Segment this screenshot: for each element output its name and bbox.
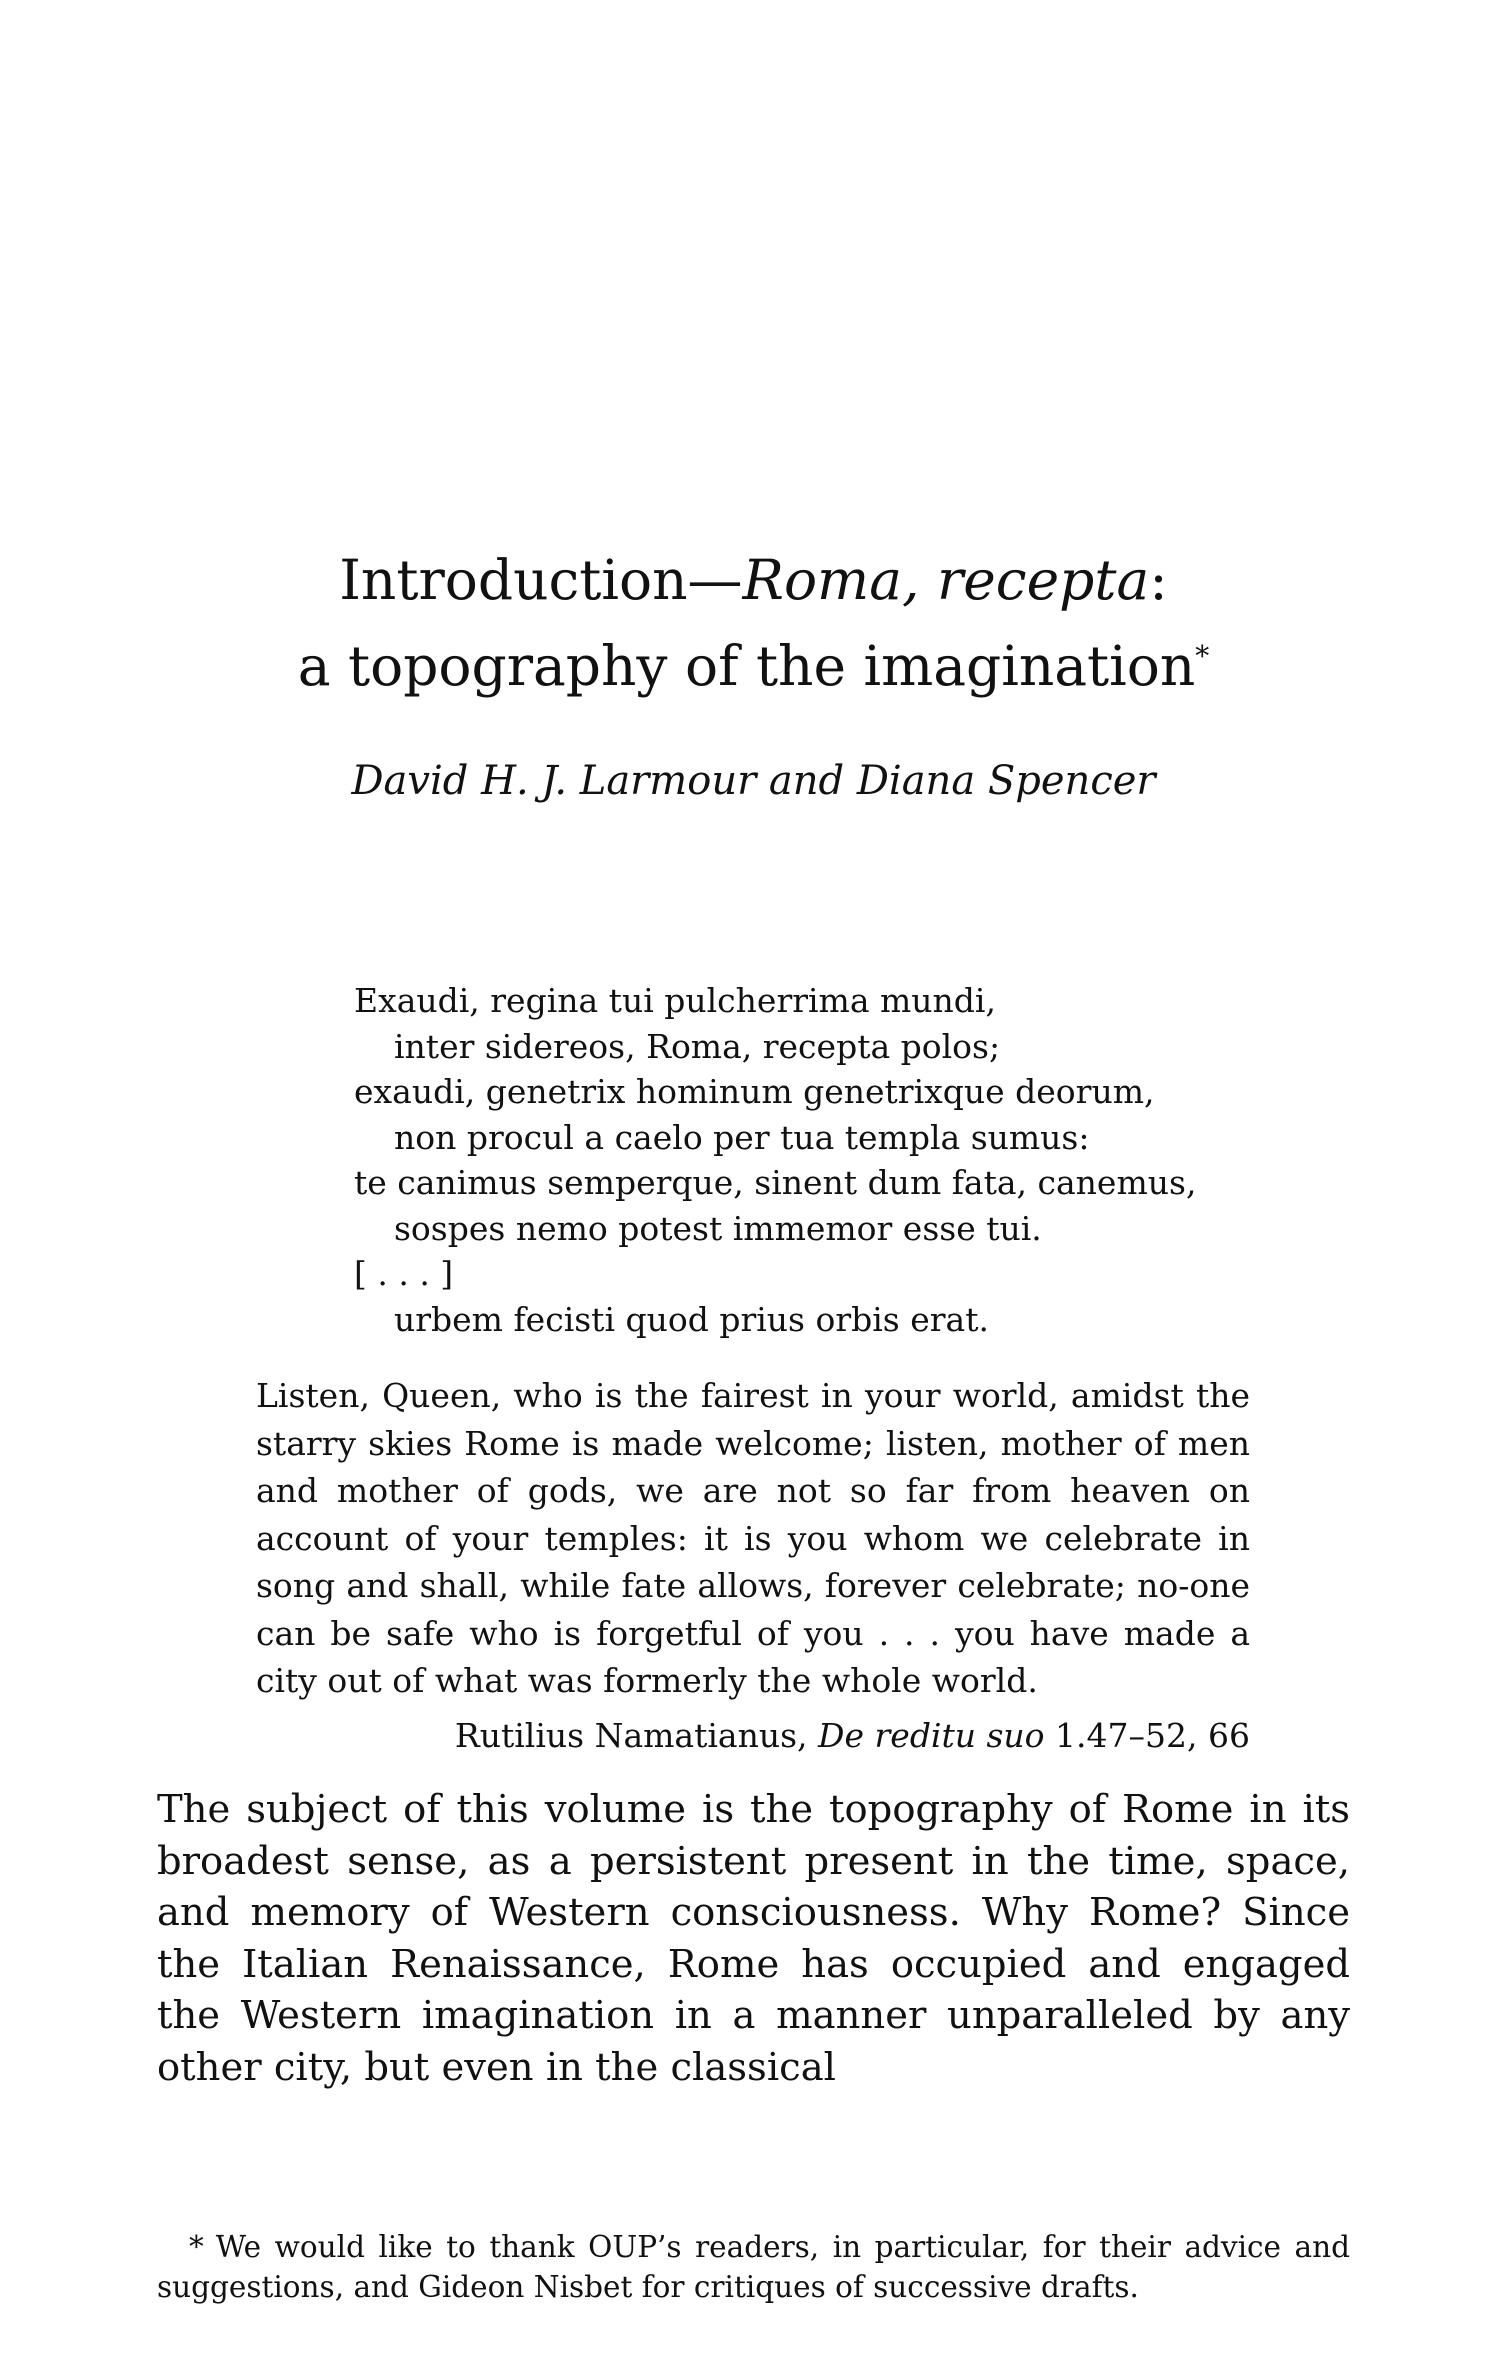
- poem-line: Exaudi, regina tui pulcherrima mundi,: [354, 981, 996, 1020]
- body-paragraph: The subject of this volume is the topography of Rome in its broadest sense, as a persistent present in the time, space, and memory of Western consciousness. Why Rome? Since the Italian Renaissance, Rome has occupied and engaged the Western imagination in a manner unparalleled by any other city, but even in the classical: [157, 1787, 1350, 2090]
- poem-line: sospes nemo potest immemor esse tui.: [394, 1208, 1042, 1248]
- footnote-text: We would like to thank OUP’s readers, in particular, for their advice and suggestions, and Gideon Nisbet for critiques of successive drafts.: [157, 2230, 1350, 2304]
- title-colon: :: [1149, 548, 1168, 612]
- title-footnote-marker: *: [1195, 639, 1210, 673]
- attribution-author: Rutilius Namatianus,: [454, 1716, 819, 1755]
- footnote-marker: *: [189, 2230, 204, 2264]
- poem-line: urbem fecisti quod prius orbis erat.: [394, 1299, 989, 1339]
- title-italic-phrase: Roma, recepta: [742, 548, 1150, 612]
- footnote: [157, 2227, 1350, 2307]
- attribution-reference: 1.47–52, 66: [1044, 1716, 1250, 1755]
- poem-ellipsis: [ . . . ]: [354, 1254, 454, 1293]
- title-subtitle: a topography of the imagination: [297, 634, 1196, 698]
- epigraph-translation: Listen, Queen, who is the fairest in your world, amidst the starry skies Rome is made welcome; listen, mother of men and mother of gods, we are not so far from heaven on account of your temples: it is you whom we celebrate in song and shall, while fate allows, forever celebrate; no-one can be safe who is forgetful of you . . . you have made a city out of what was formerly the whole world.: [256, 1376, 1250, 1700]
- latin-epigraph: [354, 978, 1254, 1342]
- poem-line: te canimus semperque, sinent dum fata, canemus,: [354, 1163, 1197, 1202]
- poem-line: exaudi, genetrix hominum genetrixque deorum,: [354, 1072, 1155, 1111]
- poem-line: non procul a caelo per tua templa sumus:: [394, 1117, 1090, 1157]
- chapter-authors: David H. J. Larmour and Diana Spencer: [351, 758, 1156, 804]
- chapter-title: [0, 537, 1507, 709]
- epigraph-attribution: [256, 1716, 1250, 1755]
- poem-line: inter sidereos, Roma, recepta polos;: [394, 1026, 1001, 1066]
- chapter-title-line-1: [0, 537, 1507, 623]
- chapter-title-line-2: [0, 623, 1507, 709]
- title-prefix: Introduction—: [339, 548, 743, 612]
- attribution-work: De reditu suo: [818, 1716, 1045, 1755]
